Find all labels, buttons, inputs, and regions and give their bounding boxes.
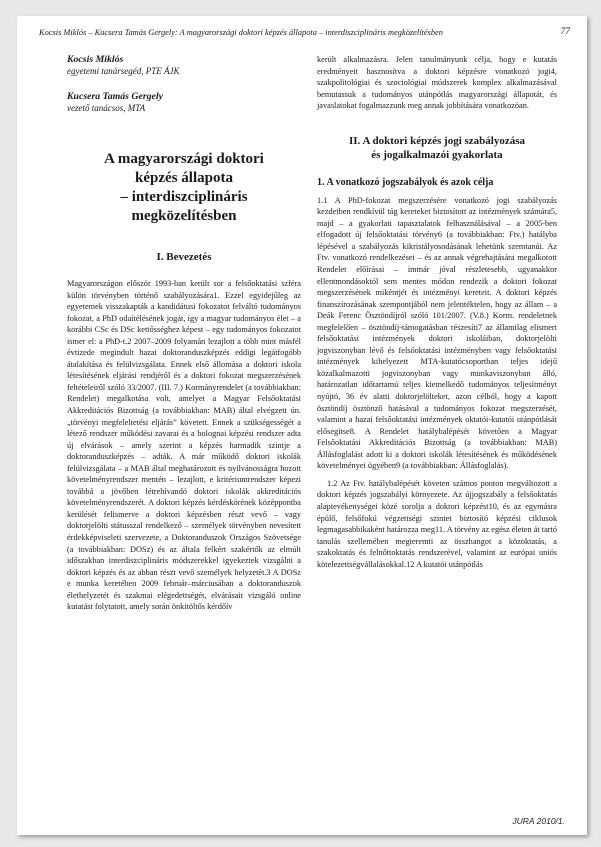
- page-number: 77: [560, 27, 570, 37]
- title-line: A magyarországi doktori: [104, 151, 264, 167]
- page: [17, 16, 587, 835]
- author-role: vezető tanácsos, MTA: [67, 103, 146, 113]
- section-heading: I. Bevezetés: [156, 251, 212, 263]
- left-column: [67, 54, 301, 613]
- title-line: képzés állapota: [135, 170, 233, 186]
- author-role: egyetemi tanársegéd, PTE ÁJK: [67, 66, 180, 76]
- journal-footer: JURA 2010/1.: [512, 816, 565, 826]
- title-line: – interdiszciplináris: [120, 189, 248, 205]
- right-column: [317, 54, 557, 570]
- body-paragraph: Magyarországon először 1993-ban került sor a felsőoktatási szféra külön törvényben történő szabályozására1. Ezzel egyidejűleg az egyetemek visszakapták a kandidátusi fokozatot felváltó tudományos fokozat, a PhD odaítélésének jogát, így a magyar tudományos élet – a korábbi CSc és DSc kettősséghez képest – egy tudományos fokozatot ismer el: a PhD-t.2 2007–2009 folyamán lezajlott a több mint másfél évtizede megindult hazai doktoranduszképzés eddigi legátfogóbb átalakítása és felülvizsgálata. Ennek első állomása a doktori iskola létesítésének eljárási rendjéről és a doktori fokozat megszerzésének feltételeiről szóló 33/2007. (III. 7.) Kormányrendelet (a továbbiakban: Rendelet) megalkotása volt, amelyet a Magyar Felsőoktatási Akkreditációs Bizottság (a továbbiakban: MAB) által elvégzett ún. „törvényi megfeleltetési eljárás” követett. Ennek a szükségességét a létező rendszer működési zavarai és a bolognai képzési rendszer adta új elvárások – amely szerint a képzés harmadik szintje a doktoranduszképzés – adták. A már működő doktori iskolák felülvizsgálata – a MAB által meghatározott és nyilvánosságra hozott követelményrendszer mentén – lezajlott, e kritériumrendszer képezi továbbá a jövőben létrehívandó doktori iskolák akkreditációs követelményrendszerét. A doktori képzés kérdéskörének középpontba kerülését felismerve a doktori képzésben részt vevő – vagy doktorjelölti státusszal rendelkező – személyek törvényben nevesített érdekképviseleti szervezete, a Doktoranduszok Országos Szövetsége (a továbbiakban: DOSz) és az általa felkért szakértők az elmúlt időszakban interdiszciplináris módszerekkel igyekeztek vizsgálni a doktori képzés és az abban részt vevő személyek helyzetét.3 A DOSz e munka keretében 2009 február–márciusában a doktoranduszok élethelyzetét és szakmai elégedettségét, elvárásait vizsgáló online kutatást folytatott, amely során önkitöltős kérdőív: [67, 279, 301, 612]
- author-block: [67, 91, 301, 114]
- author-name: Kucsera Tamás Gergely: [67, 91, 163, 102]
- author-name: Kocsis Miklós: [67, 54, 124, 65]
- heading-line: II. A doktori képzés jogi szabályozása: [348, 134, 525, 147]
- body-paragraph: 1.2 Az Ftv. hatálybalépését követen számos ponton megváltozott a doktori képzés jogszabályi környezete. Az újjogszabály a felsőoktatás alaptevékenységei közé sorolja a doktori képzést10, és az egymásra épülő, felsőfokú végzettségi szintet biztosító képzési ciklusok legmagasabbikaként határozza meg11. A törvény az egész életen át tartó tanulás szellemében megteremti az összhangot a közoktatás, a szakoktatás és felnőttoktatás rendszerével, valamint az európai uniós kötelezettségvállalásokkal.12 A kutatói utánpótlás: [317, 478, 557, 569]
- body-paragraph: került alkalmazásra. Jelen tanulmányunk célja, hogy e kutatás eredményeit hasznosítva a doktori képzésre vonatkozó jogi4, szakpolitológiai és szociológiai módszerek komplex alkalmazásával bemutassuk a tudományos utánpótlás magyarországi állapotát, és javaslatokat fogalmazzunk meg annak jobbítására vonatkozóan.: [317, 55, 557, 111]
- subsection-heading: 1. A vonatkozó jogszabályok és azok célja: [317, 176, 494, 188]
- section-heading: [317, 134, 557, 162]
- running-header: Kocsis Miklós – Kucsera Tamás Gergely: A magyarországi doktori képzés állapota – interdiszciplináris megközelítésben: [39, 28, 443, 37]
- author-block: [67, 54, 301, 77]
- body-paragraph: 1.1 A PhD-fokozat megszerzésére vonatkozó jogi szabályozás kezdetben rendkívül tág kereteket biztosított az intézmények számára5, majd – a gyakorlati tapasztalatok felhasználásával – a 2005-ben elfogadott új felsőoktatási törvény6 (a továbbiakban: Ftv.) hatályba lépésével a szabályozás kikristályosodásának lehetünk szemtanúi. Az Ftv. vonatkozó rendelkezései – és az annak végrehajtására megalkotott Rendelet előírásai – immár jóval részletesebb, ugyanakkor ellentmondásoktól sem mentes módon rendezik a doktori fokozat megszerzésének mikéntjét és intézményi kereteit. A doktori képzés finanszírozásának szempontjából nem jelentéktelen, hogy az állam – a Deák Ferenc Ösztöndíjról szóló 101/2007. (V.8.) Korm. rendeletnek megfelelően – ösztöndíj-támogatásban részesíti7 az államilag elismert felsőoktatási intézmények doktori iskoláiban, doktorjelölti jogviszonyban lévő és felsőoktatási intézményben vagy felsőoktatási intézmények kihelyezett MTA-kutatócsoportban teljes idejű közalkalmazotti jogviszonyban vagy munkaviszonyban álló, határozatlan időtartamú teljes kiemelkedő tudományos teljesítményt nyújtó, 36 év alatti doktorjelölteket, azon célból, hogy a kapott ösztöndíj ösztönző hatásával a tudományos fokozat megszerzését, valamint a hazai felsőoktatási intézmények oktatói-kutatói utánpótlását elősegítse8. A Rendelet hatálybalépését követően a Magyar Felsőoktatási Akkreditációs Bizottság (a továbbiakban: MAB) Állásfoglalást adott ki a doktori iskolák létesítésének és működésének követelményei ügyében9 (a továbbiakban: Állásfoglalás).: [317, 195, 557, 471]
- article-title: [67, 150, 301, 226]
- heading-line: és jogalkalmazói gyakorlata: [371, 148, 503, 161]
- title-line: megközelítésben: [131, 208, 237, 224]
